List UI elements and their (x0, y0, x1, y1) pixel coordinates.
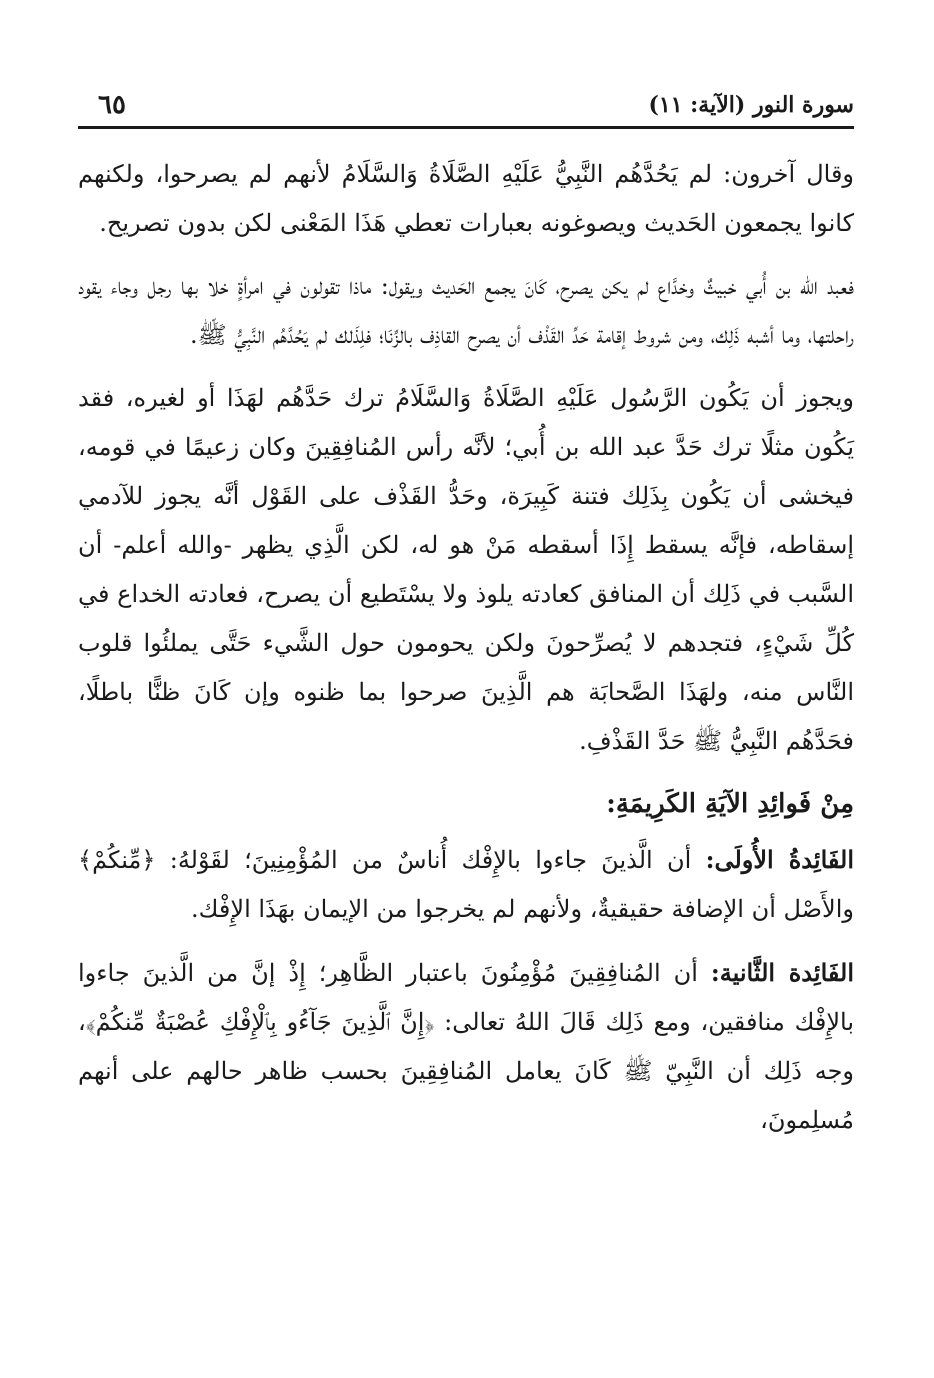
paragraph-2: فعبد الله بن أُبي خبيثٌ وخدَّاع لم يكن يصرح، كَانَ يجمع الحَديث ويقول: ماذا تقولون في امرأةٍ خلا بها رجل وجاء يقود راحلتها، وما أشبه ذَلِك، ومن شروط إقامة حَدِّ القَذْف أن يصرح القاذِف بالزِّنَا؛ فلِذَلك لم يَحُدَّهُم النَّبِيُّ ﷺ. (78, 272, 854, 349)
page-body (78, 150, 854, 1159)
section-heading: مِنْ فَوائِدِ الآيَةِ الكَرِيمَةِ: (606, 789, 854, 819)
running-title: سورة النور (الآية: ١١) (648, 92, 854, 118)
page-number: ٦٥ (98, 90, 126, 120)
page-header (78, 84, 854, 124)
header-divider (78, 126, 854, 129)
paragraph-1: وقال آخرون: لم يَحُدَّهُم النَّبِيُّ عَلَيْهِ الصَّلَاةُ وَالسَّلَامُ لأنهم لم يصرحوا، ولكنهم كانوا يجمعون الحَديث ويصوغونه بعبارات تعطي هَذَا المَعْنى لكن بدون تصريح. (78, 160, 855, 237)
benefit-2-label: الفَائِدة الثَّانية: (710, 958, 854, 987)
paragraph-3: ويجوز أن يَكُون الرَّسُول عَلَيْهِ الصَّلَاةُ وَالسَّلَامُ ترك حَدَّهُم لهَذَا أو لغيره، فقد يَكُون مثلًا ترك حَدَّ عبد الله بن أُبي؛ لأنَّه رأس المُنافِقِينَ وكان زعيمًا في قومه، فيخشى أن يَكُون بِذَلِك فتنة كَبِيرَة، وحَدُّ القَذْف على القَوْل أنَّه يجوز للآدمي إسقاطه، فإنَّه يسقط إِذَا أسقطه مَنْ هو له، لكن الَّذِي يظهر -والله أعلم- أن السَّبب في ذَلِك أن المنافق كعادته يلوذ ولا يسْتَطيع أن يصرح، فعادته الخداع في كُلِّ شَيْءٍ، فتجدهم لا يُصرِّحونَ ولكن يحومون حول الشَّيء حَتَّى يملئُوا قلوب النَّاس منه، ولهَذَا الصَّحابَة هم الَّذِينَ صرحوا بما ظنوه وإن كَانَ ظنًّا باطلًا، فحَدَّهُم النَّبِيُّ ﷺ حَدَّ القَذْفِ. (78, 384, 855, 755)
benefit-1-label: الفَائِدةُ الأُولَى: (705, 845, 855, 874)
benefit-2 (78, 948, 854, 1145)
benefit-1 (78, 835, 854, 934)
benefit-1-text: أن الَّذينَ جاءوا بالإِفْك أُناسٌ من المُؤْمِنِينَ؛ لقَوْلهُ: ﴿مِّنكُمْ﴾ والأَصْل أن الإضافة حقيقيةٌ، ولأنهم لم يخرجوا من الإيمان بهَذَا الإِفْك. (78, 846, 854, 923)
benefit-2-text: أن المُنافِقِينَ مُؤْمِنُونَ باعتبار الظَّاهِر؛ إِذْ إنَّ من الَّذينَ جاءوا بالإِفْك منافقين، ومع ذَلِك قَالَ اللهُ تعالى: ﴿إِنَّ ٱلَّذِينَ جَآءُو بِٱلْإِفْكِ عُصْبَةٌ مِّنكُمْ﴾، وجه ذَلِك أن النَّبِيّ ﷺ كَانَ يعامل المُنافِقِينَ بحسب ظاهر حالهم على أنهم مُسلِمونَ، (78, 959, 854, 1134)
